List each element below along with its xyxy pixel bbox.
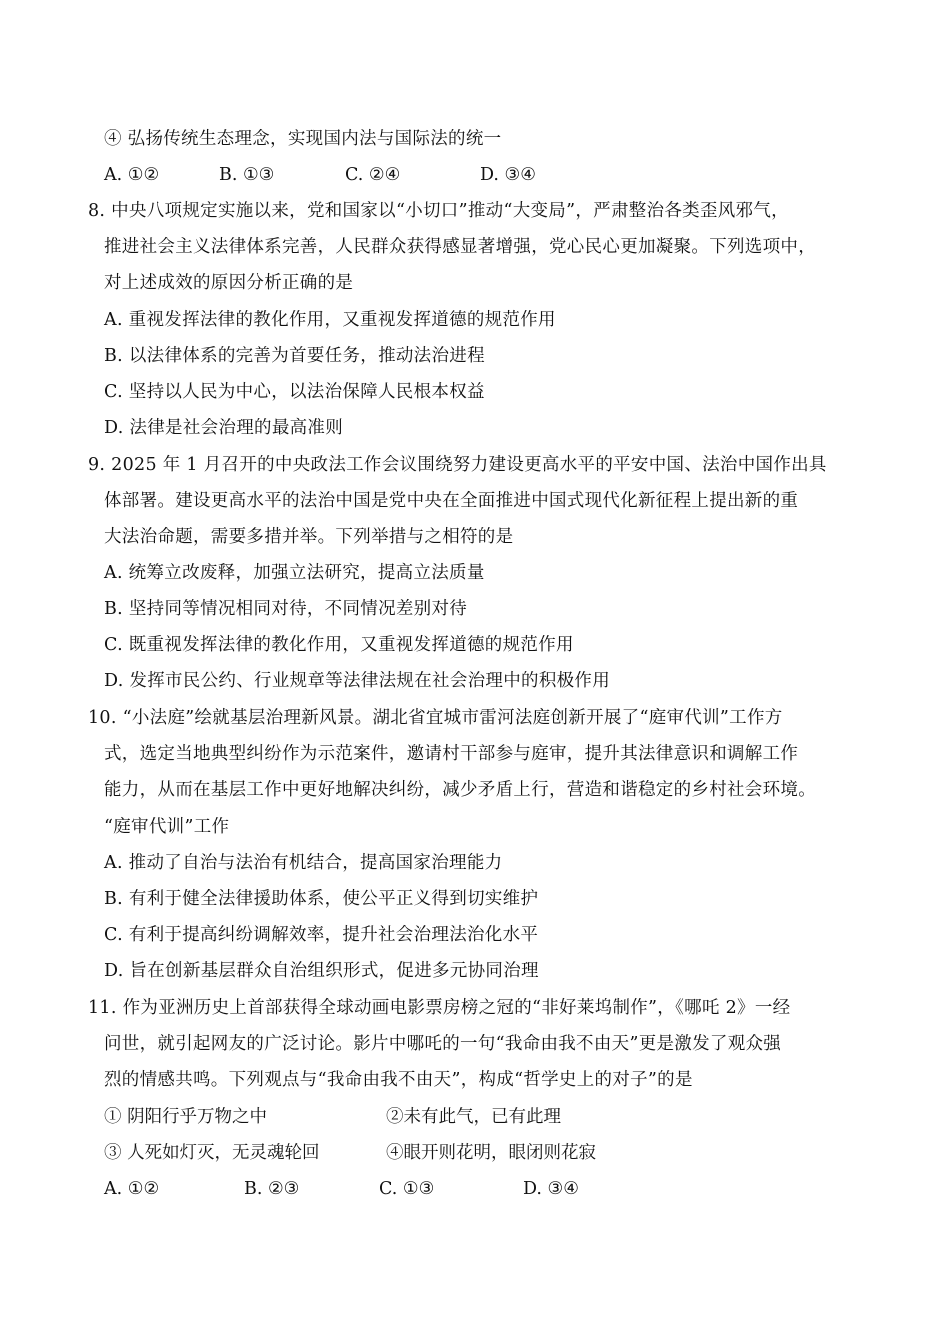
q11-statement-1: ① 阴阳行乎万物之中 [104, 1107, 268, 1127]
q7-option-c: C. ②④ [345, 165, 401, 185]
q10-stem-line-4: “庭审代训”工作 [104, 817, 230, 837]
q7-statement-4: ④ 弘扬传统生态理念，实现国内法与国际法的统一 [104, 129, 502, 149]
q7-option-a: A. ①② [104, 165, 160, 185]
q11-stem-line-3: 烈的情感共鸣。下列观点与“我命由我不由天”，构成“哲学史上的对子”的是 [104, 1070, 693, 1090]
q10-stem-line-3: 能力，从而在基层工作中更好地解决纠纷，减少矛盾上行，营造和谐稳定的乡村社会环境。 [104, 780, 816, 800]
q8-option-c: C. 坚持以人民为中心，以法治保障人民根本权益 [104, 382, 485, 402]
q11-option-d: D. ③④ [523, 1179, 579, 1199]
q9-option-c: C. 既重视发挥法律的教化作用，又重视发挥道德的规范作用 [104, 635, 574, 655]
q8-option-d: D. 法律是社会治理的最高准则 [104, 418, 344, 438]
q10-option-b: B. 有利于健全法律援助体系，使公平正义得到切实维护 [104, 889, 539, 909]
q11-option-a: A. ①② [104, 1179, 160, 1199]
q9-stem-line-2: 体部署。建设更高水平的法治中国是党中央在全面推进中国式现代化新征程上提出新的重 [104, 491, 799, 511]
q11-option-c: C. ①③ [379, 1179, 435, 1199]
q11-statement-4: ④眼开则花明，眼闭则花寂 [386, 1143, 596, 1163]
q10-option-d: D. 旨在创新基层群众自治组织形式，促进多元协同治理 [104, 961, 539, 981]
q8-stem-line-2: 推进社会主义法律体系完善，人民群众获得感显著增强，党心民心更加凝聚。下列选项中， [104, 237, 816, 257]
q10-option-c: C. 有利于提高纠纷调解效率，提升社会治理法治化水平 [104, 925, 539, 945]
q9-option-b: B. 坚持同等情况相同对待，不同情况差别对待 [104, 599, 468, 619]
q11-statement-2: ②未有此气，已有此理 [386, 1107, 561, 1127]
q10-stem-line-2: 式，选定当地典型纠纷作为示范案件，邀请村干部参与庭审，提升其法律意识和调解工作 [104, 744, 799, 764]
q8-stem-line-3: 对上述成效的原因分析正确的是 [104, 273, 354, 293]
q9-stem-line-1: 9. 2025 年 1 月召开的中央政法工作会议围绕努力建设更高水平的平安中国、法治中国作出具 [88, 455, 827, 475]
q11-option-b: B. ②③ [244, 1179, 300, 1199]
q8-option-a: A. 重视发挥法律的教化作用，又重视发挥道德的规范作用 [104, 310, 556, 330]
q10-stem-line-1: 10. “小法庭”绘就基层治理新风景。湖北省宜城市雷河法庭创新开展了“庭审代训”工作方 [88, 708, 783, 728]
q10-option-a: A. 推动了自治与法治有机结合，提高国家治理能力 [104, 853, 503, 873]
q9-option-d: D. 发挥市民公约、行业规章等法律法规在社会治理中的积极作用 [104, 671, 611, 691]
q9-stem-line-3: 大法治命题，需要多措并举。下列举措与之相符的是 [104, 527, 514, 547]
q7-option-b: B. ①③ [219, 165, 275, 185]
q11-stem-line-1: 11. 作为亚洲历史上首部获得全球动画电影票房榜之冠的“非好莱坞制作”，《哪吒 2》一经 [88, 998, 791, 1018]
q8-stem-line-1: 8. 中央八项规定实施以来，党和国家以“小切口”推动“大变局”，严肃整治各类歪风邪气， [88, 201, 789, 221]
q8-option-b: B. 以法律体系的完善为首要任务，推动法治进程 [104, 346, 485, 366]
q7-option-d: D. ③④ [480, 165, 536, 185]
q11-statement-3: ③ 人死如灯灭，无灵魂轮回 [104, 1143, 320, 1163]
q9-option-a: A. 统筹立改废释，加强立法研究，提高立法质量 [104, 563, 485, 583]
q11-stem-line-2: 问世，就引起网友的广泛讨论。影片中哪吒的一句“我命由我不由天”更是激发了观众强 [104, 1034, 782, 1054]
